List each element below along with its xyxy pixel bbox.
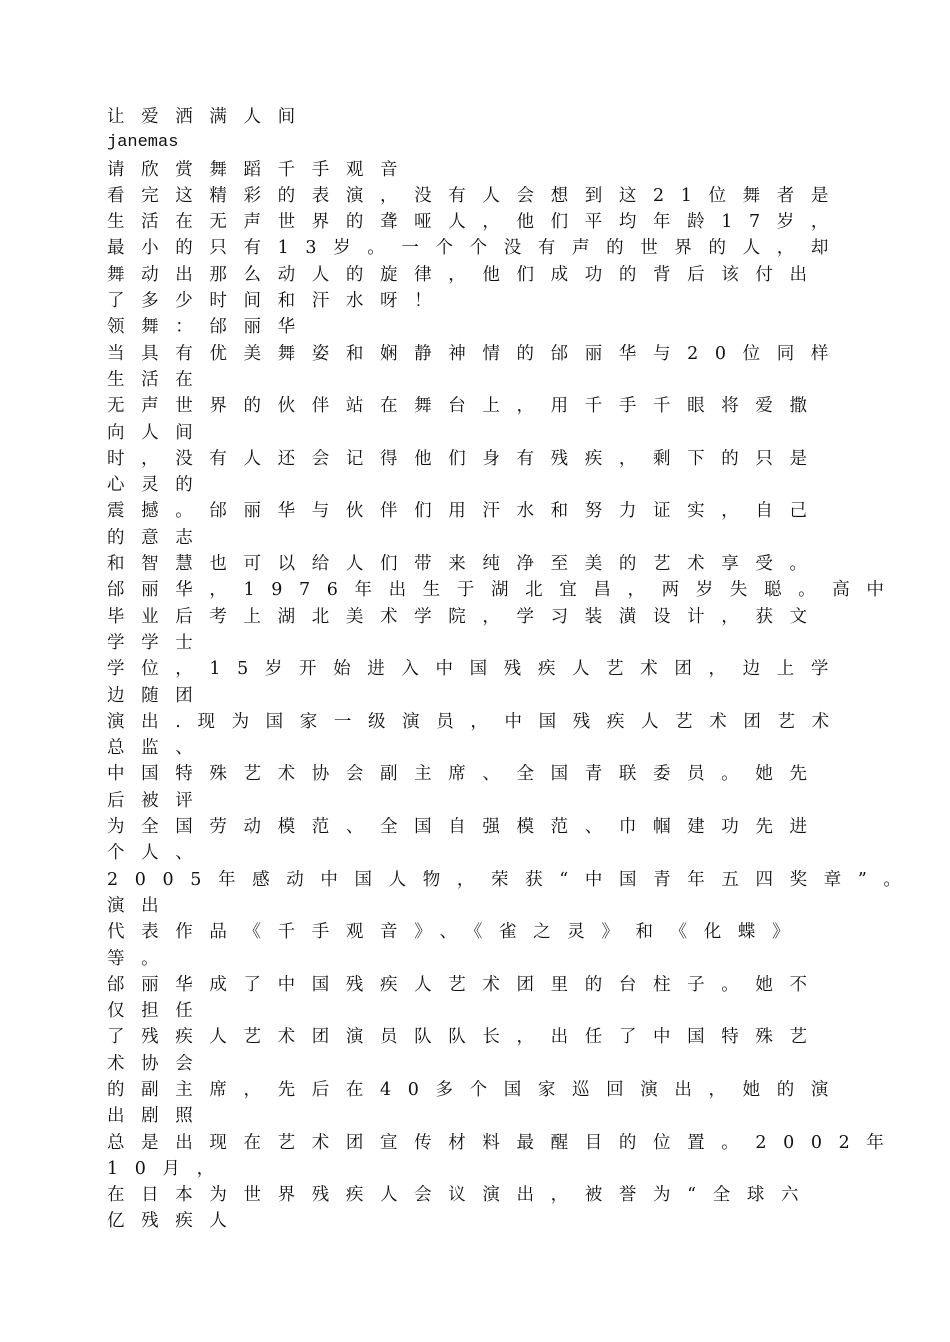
text-line: 2005年感动中国人物，荣获“中国青年五四奖章”。	[107, 869, 918, 890]
text-line: 总监、	[107, 738, 210, 759]
text-line: 边随团	[107, 685, 210, 706]
text-line: 和智慧也可以给人们带来纯净至美的艺术享受。	[107, 554, 824, 575]
text-line: 亿残疾人	[107, 1211, 244, 1232]
text-line: 演出	[107, 895, 176, 916]
text-line: 最小的只有13岁。一个个没有声的世界的人，却	[107, 238, 846, 259]
text-line: 学位，15岁开始进入中国残疾人艺术团，边上学	[107, 659, 846, 680]
text-line: 无声世界的伙伴站在舞台上，用千手千眼将爱撒	[107, 396, 824, 417]
text-line: 为全国劳动模范、全国自强模范、巾帼建功先进	[107, 817, 824, 838]
text-line: 代表作品《千手观音》、《雀之灵》和《化蝶》	[107, 922, 807, 943]
text-line: 生活在	[107, 369, 210, 390]
text-line: 个人、	[107, 843, 210, 864]
document-body	[107, 104, 918, 1235]
text-line: 了残疾人艺术团演员队队长，出任了中国特殊艺	[107, 1027, 824, 1048]
text-line: 学学士	[107, 632, 210, 653]
text-line: 的副主席，先后在40多个国家巡回演出，她的演	[107, 1079, 846, 1100]
doc-title: 让爱洒满人间	[107, 107, 312, 127]
text-line: 在日本为世界残疾人会议演出，被誉为“全球六	[107, 1185, 816, 1206]
author-name: janemas	[107, 133, 179, 153]
doc-subtitle: 请欣赏舞蹈千手观音	[107, 159, 415, 180]
text-line: 的意志	[107, 527, 210, 548]
text-line: 仅担任	[107, 1001, 210, 1022]
text-line: 演出.现为国家一级演员，中国残疾人艺术团艺术	[107, 711, 846, 732]
text-line: 看完这精彩的表演，没有人会想到这21位舞者是	[107, 185, 846, 206]
text-line: 邰丽华，1976年出生于湖北宜昌，两岁失聪。高中	[107, 580, 901, 601]
text-line: 生活在无声世界的聋哑人，他们平均年龄17岁，	[107, 212, 846, 233]
text-line: 等。	[107, 948, 176, 969]
text-line: 舞动出那么动人的旋律，他们成功的背后该付出	[107, 264, 824, 285]
text-line: 术协会	[107, 1053, 210, 1074]
text-line: 总是出现在艺术团宣传材料最醒目的位置。2002年	[107, 1132, 901, 1153]
text-line: 了多少时间和汗水呀！	[107, 291, 449, 312]
text-line: 震撼。邰丽华与伙伴们用汗水和努力证实，自己	[107, 501, 824, 522]
text-line: 中国特殊艺术协会副主席、全国青联委员。她先	[107, 764, 824, 785]
text-line: 后被评	[107, 790, 210, 811]
text-line: 时，没有人还会记得他们身有残疾，剩下的只是	[107, 448, 824, 469]
text-line: 心灵的	[107, 475, 210, 496]
text-line: 毕业后考上湖北美术学院，学习装潢设计，获文	[107, 606, 824, 627]
text-line: 当具有优美舞姿和娴静神情的邰丽华与20位同样	[107, 343, 846, 364]
text-line: 10月，	[107, 1158, 231, 1179]
text-line: 出剧照	[107, 1106, 210, 1127]
text-line: 向人间	[107, 422, 210, 443]
text-line: 邰丽华成了中国残疾人艺术团里的台柱子。她不	[107, 974, 824, 995]
lead-dancer-heading: 领舞：邰丽华	[107, 317, 312, 338]
